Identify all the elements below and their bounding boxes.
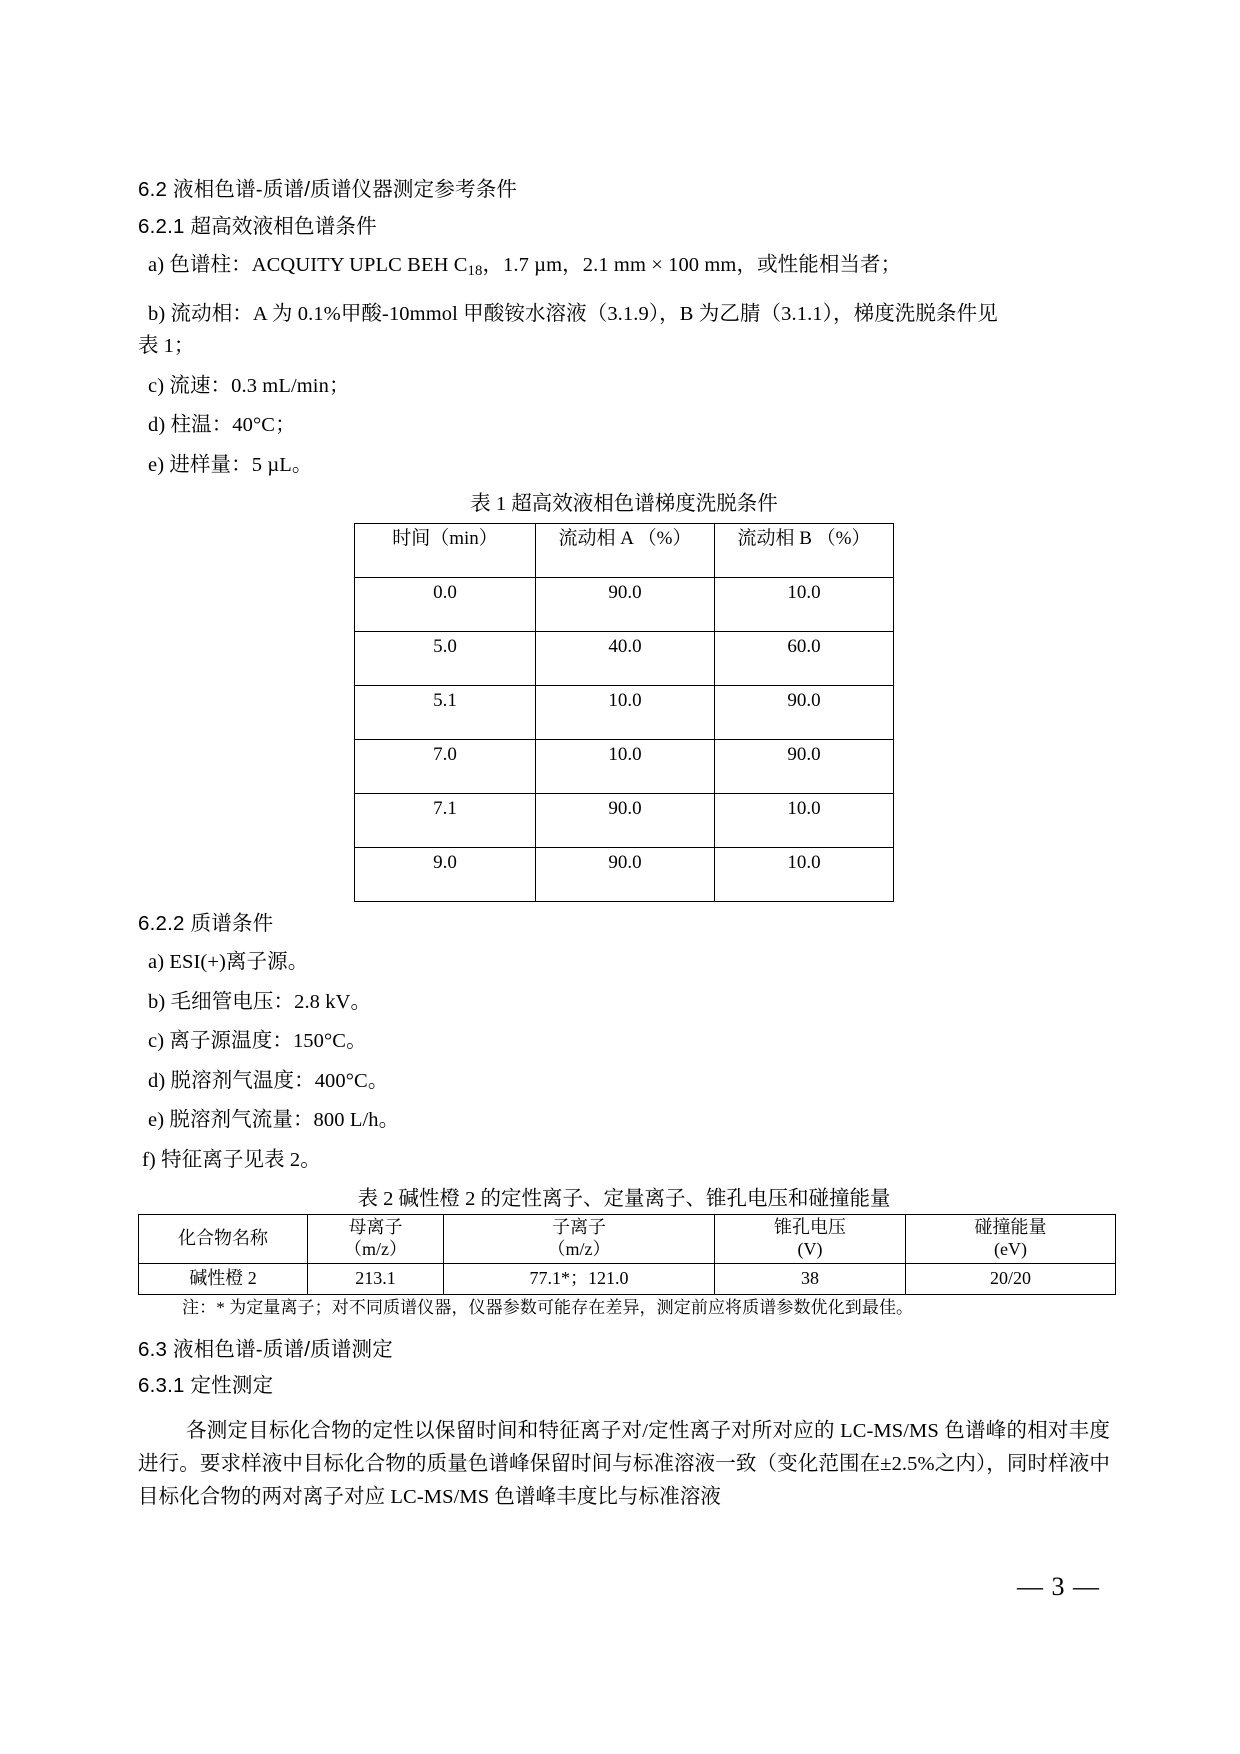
page-number: — 3 — <box>1017 1572 1100 1601</box>
table2-ion-parameters <box>138 1214 1116 1295</box>
table1-cell: 10.0 <box>715 577 894 631</box>
table1-cell: 7.0 <box>355 739 536 793</box>
section-heading-6-2-1: 6.2.1 超高效液相色谱条件 <box>138 214 377 238</box>
page-content <box>138 180 1110 1515</box>
uplc-a-suffix: ，1.7 µm，2.1 mm × 100 mm，或性能相当者； <box>482 254 902 276</box>
list-item-ms-b: b) 毛细管电压：2.8 kV。 <box>148 990 372 1013</box>
list-item-ms-c: c) 离子源温度：150°C。 <box>148 1030 367 1053</box>
table1-cell: 40.0 <box>536 631 715 685</box>
qualitative-paragraph: 各测定目标化合物的定性以保留时间和特征离子对/定性离子对所对应的 LC-MS/MS 色谱峰的相对丰度进行。要求样液中目标化合物的质量色谱峰保留时间与标准溶液一致（变化范围在±2.5%之内），同时样液中目标化合物的两对离子对应 LC-MS/MS 色谱峰丰度比与标准溶液 <box>138 1419 1110 1509</box>
table1-cell: 60.0 <box>715 631 894 685</box>
uplc-a-subscript: 18 <box>467 263 483 280</box>
table1-cell: 0.0 <box>355 577 536 631</box>
list-item-ms-f: f) 特征离子见表 2。 <box>142 1148 321 1171</box>
table2-cell: 20/20 <box>906 1263 1116 1294</box>
list-item-uplc-c: c) 流速：0.3 mL/min； <box>148 374 350 397</box>
table2-caption: 表 2 碱性橙 2 的定性离子、定量离子、锥孔电压和碰撞能量 <box>357 1188 891 1211</box>
table2-header-line1: 锥孔电压 <box>774 1217 846 1238</box>
table-row <box>355 739 894 793</box>
table2-header-daughter-ion <box>444 1214 715 1263</box>
table2-header-line2: (eV) <box>994 1238 1027 1259</box>
table-row <box>355 631 894 685</box>
table-row <box>355 847 894 901</box>
table-row <box>355 577 894 631</box>
table1-header-phase-b: 流动相 B （%） <box>715 523 894 577</box>
table2-header-line1: 化合物名称 <box>178 1227 268 1248</box>
uplc-a-prefix: a) 色谱柱：ACQUITY UPLC BEH C <box>148 254 468 276</box>
table1-cell: 5.0 <box>355 631 536 685</box>
list-item-uplc-e: e) 进样量：5 µL。 <box>148 453 313 476</box>
list-item-ms-e: e) 脱溶剂气流量：800 L/h。 <box>148 1109 400 1132</box>
section-heading-6-3: 6.3 液相色谱-质谱/质谱测定 <box>138 1337 393 1361</box>
section-heading-6-2: 6.2 液相色谱-质谱/质谱仪器测定参考条件 <box>138 178 518 201</box>
table2-header-parent-ion <box>308 1214 444 1263</box>
table2-note: 注：* 为定量离子；对不同质谱仪器，仪器参数可能存在差异，测定前应将质谱参数优化到最佳。 <box>182 1297 914 1317</box>
table1-caption: 表 1 超高效液相色谱梯度洗脱条件 <box>470 493 778 516</box>
list-item-uplc-b: b) 流动相：A 为 0.1%甲酸-10mmol 甲酸铵水溶液（3.1.9），B 为乙腈（3.1.1），梯度洗脱条件见 <box>148 302 998 325</box>
table-row-header <box>139 1214 1116 1263</box>
table2-header-line2: （m/z） <box>547 1238 611 1259</box>
table1-cell: 90.0 <box>715 685 894 739</box>
table2-header-line1: 碰撞能量 <box>974 1217 1047 1238</box>
table2-header-cone-voltage <box>715 1214 906 1263</box>
list-item-uplc-d: d) 柱温：40°C； <box>148 414 296 437</box>
table-row <box>355 793 894 847</box>
table1-cell: 7.1 <box>355 793 536 847</box>
table1-header-phase-a: 流动相 A （%） <box>536 523 715 577</box>
table1-cell: 10.0 <box>715 847 894 901</box>
table2-cell: 77.1*；121.0 <box>444 1263 715 1294</box>
table2-header-line2: (V) <box>797 1238 823 1259</box>
table1-cell: 10.0 <box>536 685 715 739</box>
table2-header-line2: （m/z） <box>344 1238 407 1259</box>
list-item-uplc-a <box>138 255 1110 279</box>
table1-cell: 90.0 <box>715 739 894 793</box>
table-row-header <box>355 523 894 577</box>
table1-cell: 10.0 <box>536 739 715 793</box>
list-item-ms-a: a) ESI(+)离子源。 <box>148 951 309 974</box>
table-row <box>355 685 894 739</box>
table2-header-line1: 子离子 <box>552 1217 606 1238</box>
table1-cell: 90.0 <box>536 793 715 847</box>
table1-cell: 5.1 <box>355 685 536 739</box>
table2-cell: 碱性橙 2 <box>139 1263 308 1294</box>
table1-cell: 90.0 <box>536 577 715 631</box>
table1-cell: 9.0 <box>355 847 536 901</box>
table1-header-time: 时间（min） <box>355 523 536 577</box>
table1-cell: 10.0 <box>715 793 894 847</box>
table1-cell: 90.0 <box>536 847 715 901</box>
table1-gradient-elution <box>354 523 894 902</box>
section-heading-6-2-2: 6.2.2 质谱条件 <box>138 911 274 935</box>
table2-header-compound <box>139 1214 308 1263</box>
table2-header-collision-energy <box>906 1214 1116 1263</box>
list-item-uplc-b-continued: 表 1； <box>138 335 195 358</box>
table2-cell: 213.1 <box>308 1263 444 1294</box>
table2-cell: 38 <box>715 1263 906 1294</box>
table-row <box>139 1263 1116 1294</box>
list-item-ms-d: d) 脱溶剂气温度：400°C。 <box>148 1069 389 1092</box>
table2-header-line1: 母离子 <box>348 1217 403 1238</box>
section-heading-6-3-1: 6.3.1 定性测定 <box>138 1374 274 1398</box>
